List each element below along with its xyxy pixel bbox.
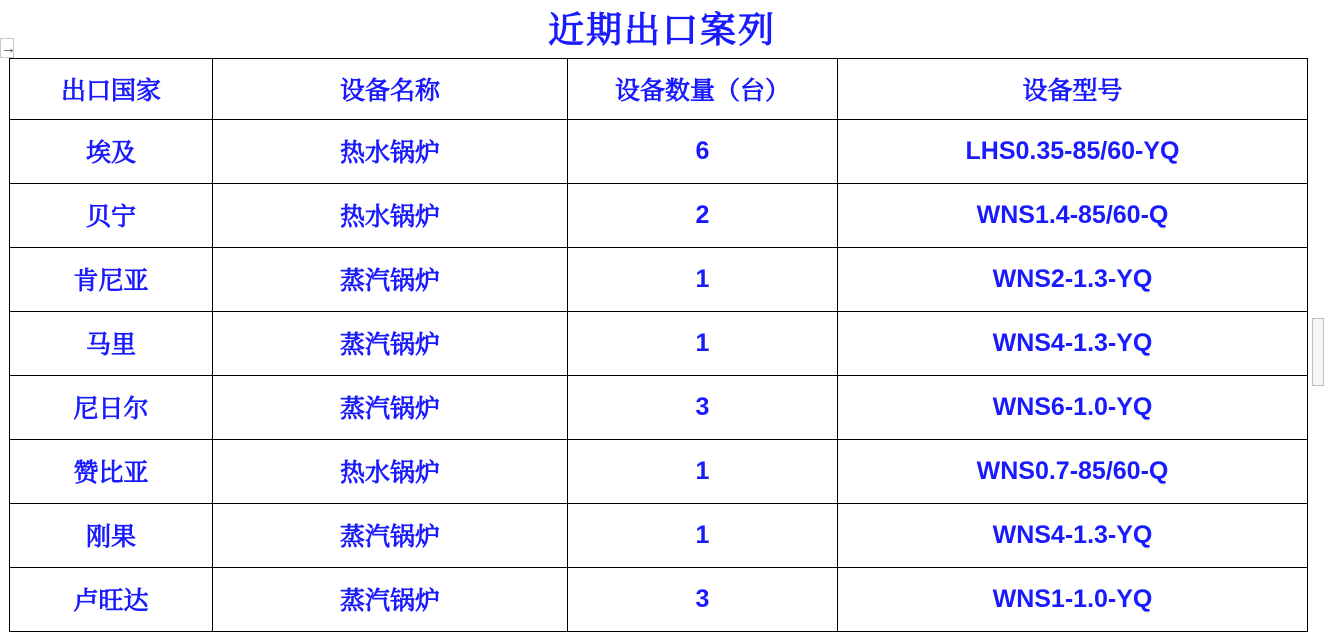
cell-model: WNS0.7-85/60-Q — [838, 439, 1308, 503]
cell-quantity: 3 — [568, 375, 838, 439]
cell-model: WNS1-1.0-YQ — [838, 567, 1308, 631]
cell-equipment: 蒸汽锅炉 — [213, 311, 568, 375]
cell-equipment: 热水锅炉 — [213, 183, 568, 247]
cell-equipment: 蒸汽锅炉 — [213, 503, 568, 567]
table-row — [10, 119, 1308, 183]
cell-country: 埃及 — [10, 119, 213, 183]
export-cases-table — [9, 58, 1308, 632]
cell-country: 马里 — [10, 311, 213, 375]
cell-country: 尼日尔 — [10, 375, 213, 439]
table-row — [10, 503, 1308, 567]
cell-equipment: 热水锅炉 — [213, 119, 568, 183]
cell-quantity: 1 — [568, 439, 838, 503]
cell-equipment: 蒸汽锅炉 — [213, 375, 568, 439]
table-row — [10, 311, 1308, 375]
scroll-right-arrow-icon[interactable]: → — [1, 40, 16, 57]
table-row — [10, 247, 1308, 311]
cell-model: WNS6-1.0-YQ — [838, 375, 1308, 439]
cell-quantity: 1 — [568, 311, 838, 375]
column-header-model: 设备型号 — [838, 58, 1308, 119]
cell-model: WNS1.4-85/60-Q — [838, 183, 1308, 247]
page-title: 近期出口案列 — [547, 9, 776, 50]
cell-quantity: 6 — [568, 119, 838, 183]
cell-country: 刚果 — [10, 503, 213, 567]
cell-model: WNS4-1.3-YQ — [838, 503, 1308, 567]
cell-equipment: 蒸汽锅炉 — [213, 247, 568, 311]
table-row — [10, 567, 1308, 631]
table-row — [10, 375, 1308, 439]
cell-quantity: 1 — [568, 503, 838, 567]
column-header-quantity: 设备数量（台） — [568, 58, 838, 119]
column-header-country: 出口国家 — [10, 58, 213, 119]
table-row — [10, 183, 1308, 247]
cell-model: WNS4-1.3-YQ — [838, 311, 1308, 375]
cell-country: 肯尼亚 — [10, 247, 213, 311]
table-header-row — [10, 58, 1308, 119]
cell-model: LHS0.35-85/60-YQ — [838, 119, 1308, 183]
column-header-equipment: 设备名称 — [213, 58, 568, 119]
scrollbar-handle[interactable] — [1312, 318, 1324, 386]
cell-quantity: 3 — [568, 567, 838, 631]
cell-country: 赞比亚 — [10, 439, 213, 503]
cell-equipment: 蒸汽锅炉 — [213, 567, 568, 631]
cell-quantity: 2 — [568, 183, 838, 247]
cell-country: 卢旺达 — [10, 567, 213, 631]
table-row — [10, 439, 1308, 503]
cell-equipment: 热水锅炉 — [213, 439, 568, 503]
cell-country: 贝宁 — [10, 183, 213, 247]
cell-quantity: 1 — [568, 247, 838, 311]
cell-model: WNS2-1.3-YQ — [838, 247, 1308, 311]
